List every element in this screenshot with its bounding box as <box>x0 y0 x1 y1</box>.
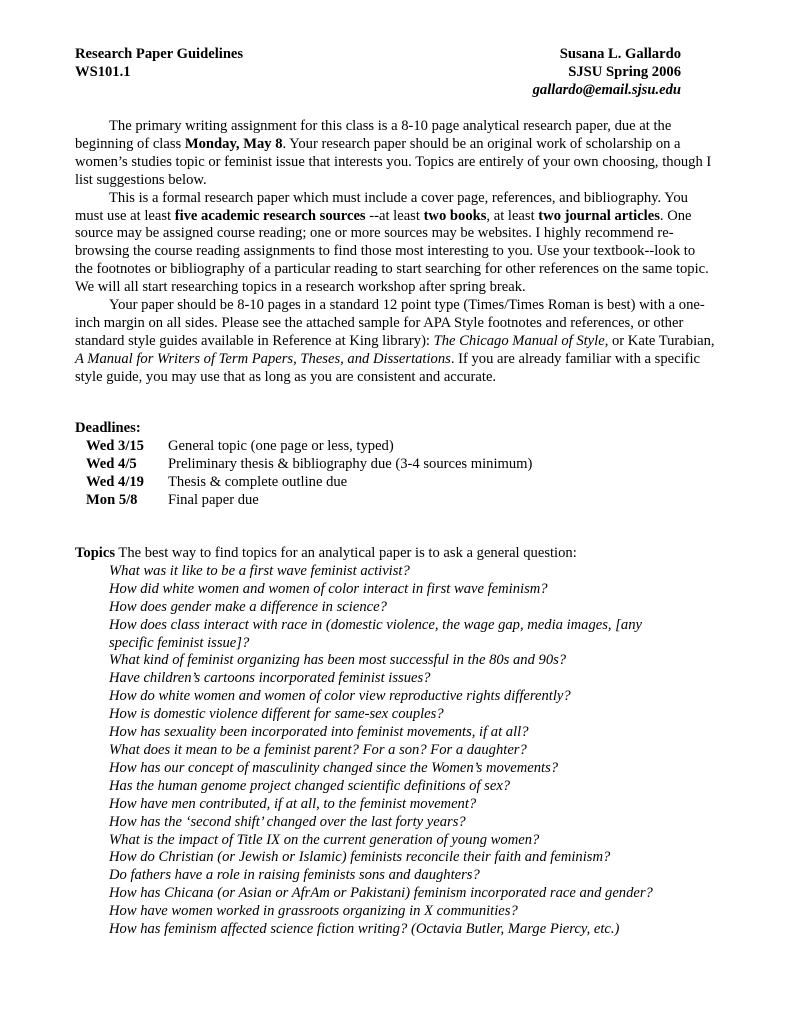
topics-section <box>75 545 715 939</box>
course-code: WS101.1 <box>75 64 131 80</box>
topic-item: Have children’s cartoons incorporated feminist issues? <box>109 670 431 687</box>
deadlines-section <box>75 420 715 510</box>
book-title-turabian: A Manual for Writers of Term Papers, Theses, and Dissertations <box>75 350 451 367</box>
paragraph-text: . One source may be assigned course reading; one or more sources may be websites. I highly recommend re-browsing the course reading assignments to find those most interesting to you. Use your textbook--look to the footnotes or bibliography of a particular reading to start searching for other references on the same topic. We will all start researching topics in a research workshop after spring break. <box>75 207 709 296</box>
document-title: Research Paper Guidelines <box>75 46 244 62</box>
paragraph-text: , or Kate Turabian, <box>604 332 715 349</box>
topic-item-continuation: specific feminist issue]? <box>109 634 250 651</box>
deadline-row <box>75 456 715 474</box>
topic-item: How has sexuality been incorporated into feminist movements, if at all? <box>109 724 529 741</box>
topics-heading: Topics <box>75 545 116 561</box>
topic-list <box>75 563 715 939</box>
deadlines-colon: : <box>135 420 141 436</box>
topic-item: Has the human genome project changed scientific definitions of sex? <box>109 777 511 794</box>
deadline-description: Preliminary thesis & bibliography due (3-4 sources minimum) <box>168 455 533 472</box>
topic-item: How is domestic violence different for same-sex couples? <box>109 706 444 723</box>
deadline-date: Wed 3/15 <box>86 437 144 454</box>
deadline-date: Wed 4/5 <box>86 455 137 472</box>
deadlines-heading <box>75 420 715 438</box>
topic-item: What was it like to be a first wave feminist activist? <box>109 562 410 579</box>
author-email: gallardo@email.sjsu.edu <box>532 82 681 98</box>
paragraph-text: . If you are already familiar with a specific style guide, you may use that as long as you are consistent and accurate. <box>75 350 701 385</box>
topic-item: What kind of feminist organizing has been most successful in the 80s and 90s? <box>109 652 567 669</box>
page-header <box>75 46 681 100</box>
topics-intro <box>75 545 715 563</box>
deadline-date: Wed 4/19 <box>86 473 144 490</box>
deadline-date: Mon 5/8 <box>86 491 138 508</box>
paragraph-text: . Your research paper should be an original work of scholarship on a women’s studies topic or feminist issue that interests you. Topics are entirely of your own choosing, though I list suggestions below. <box>75 135 712 188</box>
topic-item: How have women worked in grassroots organizing in X communities? <box>109 903 518 920</box>
topic-item: How has feminism affected science fiction writing? (Octavia Butler, Marge Piercy, etc.) <box>109 921 620 938</box>
author-name: Susana L. Gallardo <box>559 46 681 62</box>
topic-item: How do Christian (or Jewish or Islamic) feminists reconcile their faith and feminism? <box>109 849 611 866</box>
paragraph-format <box>75 297 715 387</box>
topic-item: How has Chicana (or Asian or AfrAm or Pakistani) feminism incorporated race and gender? <box>109 885 653 902</box>
topic-item: How does gender make a difference in science? <box>109 598 387 615</box>
deadline-row <box>75 438 715 456</box>
topic-item: How has the ‘second shift’ changed over the last forty years? <box>109 813 466 830</box>
emphasis-journals: two journal articles <box>538 207 660 224</box>
topic-item: What does it mean to be a feminist parent? For a son? For a daughter? <box>109 741 527 758</box>
deadlines-heading-text: Deadlines <box>75 420 136 436</box>
paragraph-requirements <box>75 190 715 297</box>
topic-item: How did white women and women of color interact in first wave feminism? <box>109 580 548 597</box>
deadline-row <box>75 474 715 492</box>
paragraph-assignment <box>75 118 715 190</box>
guidelines-body <box>75 118 715 387</box>
term-label: SJSU Spring 2006 <box>568 64 681 80</box>
emphasis-sources: five academic research sources <box>174 207 366 224</box>
topics-intro-text: The best way to find topics for an analytical paper is to ask a general question: <box>115 545 577 561</box>
emphasis-books: two books <box>423 207 487 224</box>
paragraph-text: This is a formal research paper which must include a cover page, references, and bibliography. You must use at least <box>75 189 688 224</box>
due-date-emphasis: Monday, May 8 <box>184 135 283 152</box>
deadline-description: Final paper due <box>168 491 259 508</box>
paragraph-text: The primary writing assignment for this class is a 8-10 page analytical research paper, due at the beginning of class <box>75 118 672 152</box>
deadline-row <box>75 492 715 510</box>
topic-item: How has our concept of masculinity changed since the Women’s movements? <box>109 759 559 776</box>
topic-item: Do fathers have a role in raising feminists sons and daughters? <box>109 867 480 884</box>
topic-item: How have men contributed, if at all, to the feminist movement? <box>109 795 477 812</box>
book-title-chicago: The Chicago Manual of Style <box>433 332 605 349</box>
topic-item: What is the impact of Title IX on the current generation of young women? <box>109 831 540 848</box>
deadline-description: Thesis & complete outline due <box>168 473 348 490</box>
paragraph-text: , at least <box>486 207 539 224</box>
paragraph-text: --at least <box>365 207 424 224</box>
paragraph-text: Your paper should be 8-10 pages in a standard 12 point type (Times/Times Roman is best) with a one-inch margin on all sides. Please see the attached sample for APA Style footnotes and references, or other standard style guides available in Reference at King library): <box>75 297 705 349</box>
deadline-description: General topic (one page or less, typed) <box>168 437 394 454</box>
topic-item: How does class interact with race in (domestic violence, the wage gap, media images, [any <box>109 616 642 633</box>
topic-item: How do white women and women of color view reproductive rights differently? <box>109 688 571 705</box>
